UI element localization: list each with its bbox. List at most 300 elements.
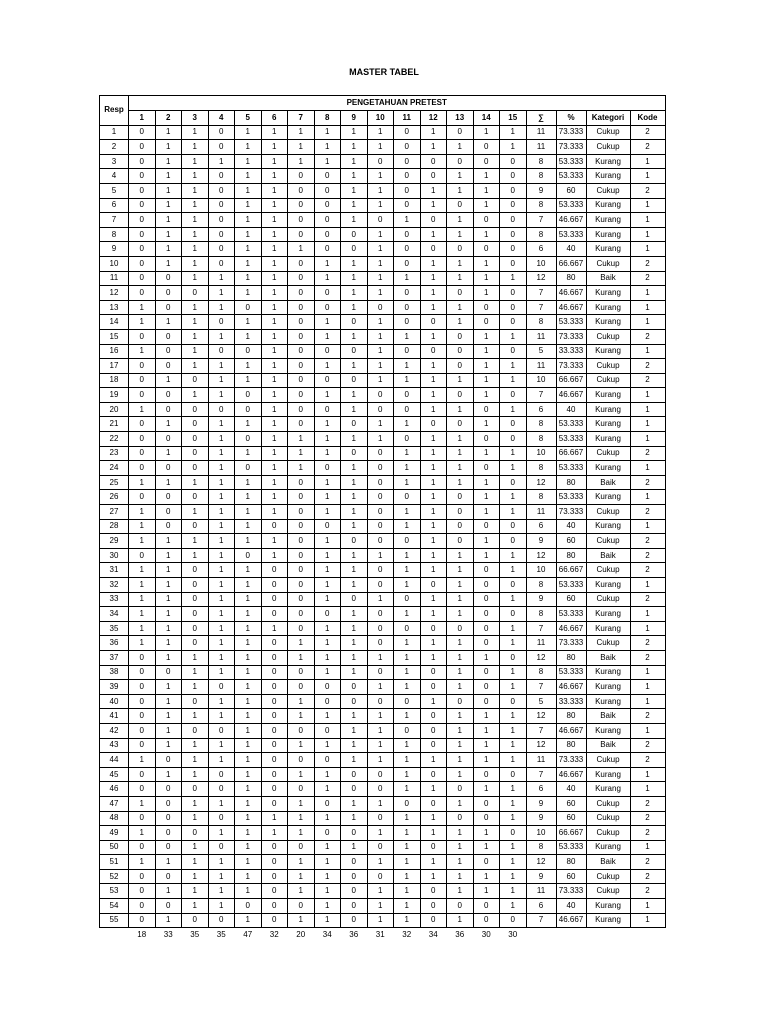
item-header: 1 <box>129 111 156 126</box>
kategori-cell: Kurang <box>586 840 630 855</box>
item-cell: 1 <box>314 899 341 914</box>
percent-cell: 66.667 <box>556 826 586 841</box>
item-cell: 1 <box>261 811 288 826</box>
item-cell: 0 <box>208 767 235 782</box>
item-cell: 0 <box>394 490 421 505</box>
item-cell: 1 <box>341 432 368 447</box>
item-cell: 1 <box>182 899 209 914</box>
item-cell: 1 <box>208 154 235 169</box>
kategori-cell: Kurang <box>586 621 630 636</box>
sum-cell: 6 <box>526 519 556 534</box>
item-cell: 1 <box>420 490 447 505</box>
header-row-columns <box>100 111 666 126</box>
sum-cell: 9 <box>526 183 556 198</box>
item-cell: 1 <box>341 519 368 534</box>
sum-cell: 12 <box>526 709 556 724</box>
percent-cell: 53.333 <box>556 417 586 432</box>
item-cell: 1 <box>314 125 341 140</box>
item-cell: 0 <box>261 738 288 753</box>
resp-cell: 18 <box>100 373 129 388</box>
kode-cell: 2 <box>630 271 665 286</box>
item-cell: 1 <box>208 286 235 301</box>
item-cell: 1 <box>208 694 235 709</box>
item-cell: 1 <box>367 315 394 330</box>
percent-cell: 60 <box>556 534 586 549</box>
percent-cell: 46.667 <box>556 767 586 782</box>
item-cell: 1 <box>288 796 315 811</box>
item-cell: 0 <box>129 359 156 374</box>
item-cell: 1 <box>235 534 262 549</box>
kode-header: Kode <box>630 111 665 126</box>
item-cell: 1 <box>261 344 288 359</box>
table-row <box>100 140 666 155</box>
table-row <box>100 753 666 768</box>
sum-cell: 11 <box>526 753 556 768</box>
item-cell: 1 <box>341 563 368 578</box>
item-cell: 0 <box>500 519 527 534</box>
item-cell: 1 <box>235 373 262 388</box>
percent-cell: 80 <box>556 271 586 286</box>
item-cell: 0 <box>314 753 341 768</box>
item-cell: 1 <box>182 213 209 228</box>
item-cell: 0 <box>129 548 156 563</box>
item-cell: 1 <box>182 767 209 782</box>
kode-cell: 1 <box>630 461 665 476</box>
kategori-cell: Cukup <box>586 811 630 826</box>
item-cell: 1 <box>208 563 235 578</box>
item-cell: 0 <box>314 826 341 841</box>
item-cell: 0 <box>208 913 235 928</box>
sum-cell: 5 <box>526 694 556 709</box>
sum-cell: 9 <box>526 796 556 811</box>
item-cell: 1 <box>367 826 394 841</box>
item-cell: 1 <box>261 154 288 169</box>
item-cell: 1 <box>394 767 421 782</box>
resp-cell: 4 <box>100 169 129 184</box>
item-cell: 1 <box>235 198 262 213</box>
kategori-cell: Kurang <box>586 227 630 242</box>
item-cell: 1 <box>473 446 500 461</box>
kategori-cell: Baik <box>586 738 630 753</box>
item-cell: 1 <box>182 140 209 155</box>
item-cell: 0 <box>155 505 182 520</box>
percent-cell: 53.333 <box>556 607 586 622</box>
item-cell: 1 <box>288 855 315 870</box>
sum-cell: 11 <box>526 359 556 374</box>
sum-cell: 9 <box>526 592 556 607</box>
item-cell: 0 <box>208 227 235 242</box>
kategori-cell: Cukup <box>586 446 630 461</box>
item-cell: 1 <box>447 548 474 563</box>
item-cell: 0 <box>235 402 262 417</box>
item-cell: 1 <box>261 490 288 505</box>
item-cell: 1 <box>208 446 235 461</box>
item-cell: 1 <box>261 169 288 184</box>
item-cell: 0 <box>314 183 341 198</box>
resp-cell: 46 <box>100 782 129 797</box>
item-cell: 1 <box>447 315 474 330</box>
item-cell: 1 <box>155 315 182 330</box>
resp-cell: 25 <box>100 475 129 490</box>
item-cell: 0 <box>129 650 156 665</box>
item-cell: 0 <box>473 767 500 782</box>
resp-cell: 19 <box>100 388 129 403</box>
kategori-cell: Baik <box>586 271 630 286</box>
item-cell: 1 <box>367 592 394 607</box>
item-cell: 1 <box>182 315 209 330</box>
totals-spacer <box>100 928 129 942</box>
item-cell: 1 <box>420 475 447 490</box>
item-cell: 1 <box>473 548 500 563</box>
item-cell: 1 <box>288 242 315 257</box>
kode-cell: 1 <box>630 242 665 257</box>
item-cell: 0 <box>500 286 527 301</box>
item-cell: 0 <box>155 271 182 286</box>
item-cell: 1 <box>155 475 182 490</box>
item-cell: 0 <box>420 315 447 330</box>
item-cell: 1 <box>420 811 447 826</box>
item-cell: 1 <box>341 548 368 563</box>
item-cell: 1 <box>235 519 262 534</box>
item-cell: 1 <box>314 475 341 490</box>
resp-cell: 45 <box>100 767 129 782</box>
item-cell: 0 <box>261 592 288 607</box>
item-cell: 0 <box>473 592 500 607</box>
item-cell: 1 <box>341 840 368 855</box>
table-row <box>100 840 666 855</box>
kode-cell: 2 <box>630 183 665 198</box>
item-cell: 1 <box>155 154 182 169</box>
item-cell: 1 <box>500 884 527 899</box>
sum-cell: 12 <box>526 548 556 563</box>
item-cell: 0 <box>288 256 315 271</box>
sum-cell: 8 <box>526 490 556 505</box>
item-cell: 0 <box>261 709 288 724</box>
item-cell: 1 <box>182 650 209 665</box>
kategori-cell: Cukup <box>586 636 630 651</box>
resp-cell: 48 <box>100 811 129 826</box>
item-cell: 0 <box>447 621 474 636</box>
item-cell: 0 <box>129 213 156 228</box>
percent-cell: 46.667 <box>556 213 586 228</box>
item-cell: 1 <box>341 286 368 301</box>
kategori-cell: Kurang <box>586 344 630 359</box>
item-cell: 1 <box>394 475 421 490</box>
resp-cell: 33 <box>100 592 129 607</box>
item-cell: 0 <box>447 329 474 344</box>
resp-cell: 34 <box>100 607 129 622</box>
item-cell: 0 <box>341 344 368 359</box>
percent-cell: 40 <box>556 782 586 797</box>
percent-cell: 46.667 <box>556 723 586 738</box>
item-cell: 0 <box>261 680 288 695</box>
item-cell: 0 <box>235 300 262 315</box>
item-cell: 1 <box>341 329 368 344</box>
item-cell: 1 <box>288 446 315 461</box>
item-cell: 1 <box>288 461 315 476</box>
item-cell: 1 <box>341 125 368 140</box>
table-row <box>100 300 666 315</box>
item-cell: 1 <box>235 884 262 899</box>
item-cell: 0 <box>261 607 288 622</box>
kode-cell: 1 <box>630 899 665 914</box>
item-cell: 0 <box>288 490 315 505</box>
item-cell: 0 <box>288 213 315 228</box>
item-cell: 0 <box>367 519 394 534</box>
resp-cell: 26 <box>100 490 129 505</box>
item-cell: 0 <box>182 432 209 447</box>
item-cell: 0 <box>394 592 421 607</box>
item-cell: 1 <box>208 388 235 403</box>
item-cell: 1 <box>208 505 235 520</box>
sum-cell: 6 <box>526 402 556 417</box>
percent-cell: 53.333 <box>556 578 586 593</box>
item-cell: 1 <box>420 607 447 622</box>
item-cell: 1 <box>208 534 235 549</box>
item-cell: 1 <box>447 446 474 461</box>
sum-cell: 12 <box>526 650 556 665</box>
item-cell: 1 <box>341 636 368 651</box>
item-cell: 0 <box>129 899 156 914</box>
item-cell: 0 <box>500 475 527 490</box>
item-cell: 1 <box>235 154 262 169</box>
item-cell: 1 <box>447 636 474 651</box>
item-cell: 1 <box>394 899 421 914</box>
total-cell: 32 <box>269 930 279 940</box>
item-cell: 1 <box>182 125 209 140</box>
item-cell: 0 <box>341 884 368 899</box>
item-cell: 0 <box>473 242 500 257</box>
percent-cell: 53.333 <box>556 432 586 447</box>
item-cell: 1 <box>235 636 262 651</box>
kode-cell: 2 <box>630 636 665 651</box>
item-cell: 1 <box>447 227 474 242</box>
item-cell: 1 <box>314 782 341 797</box>
item-cell: 1 <box>129 519 156 534</box>
item-cell: 1 <box>314 621 341 636</box>
item-cell: 0 <box>341 315 368 330</box>
table-row <box>100 796 666 811</box>
item-cell: 1 <box>288 869 315 884</box>
item-cell: 1 <box>208 636 235 651</box>
percent-cell: 53.333 <box>556 461 586 476</box>
item-cell: 0 <box>155 388 182 403</box>
item-cell: 1 <box>341 359 368 374</box>
item-cell: 0 <box>288 329 315 344</box>
item-cell: 0 <box>394 432 421 447</box>
item-cell: 0 <box>129 271 156 286</box>
item-cell: 0 <box>314 300 341 315</box>
item-cell: 1 <box>420 329 447 344</box>
item-cell: 0 <box>394 125 421 140</box>
item-cell: 1 <box>447 709 474 724</box>
table-row <box>100 388 666 403</box>
item-cell: 0 <box>288 519 315 534</box>
item-cell: 0 <box>129 723 156 738</box>
item-cell: 0 <box>288 753 315 768</box>
item-cell: 1 <box>288 154 315 169</box>
kode-cell: 2 <box>630 592 665 607</box>
sum-cell: 11 <box>526 884 556 899</box>
kode-cell: 1 <box>630 388 665 403</box>
item-cell: 1 <box>367 417 394 432</box>
item-cell: 0 <box>367 782 394 797</box>
table-row <box>100 826 666 841</box>
item-cell: 1 <box>129 796 156 811</box>
item-cell: 1 <box>235 169 262 184</box>
table-row <box>100 665 666 680</box>
item-cell: 1 <box>394 563 421 578</box>
item-cell: 0 <box>394 169 421 184</box>
item-cell: 1 <box>288 811 315 826</box>
item-cell: 1 <box>235 446 262 461</box>
resp-cell: 29 <box>100 534 129 549</box>
item-header: 6 <box>261 111 288 126</box>
kategori-cell: Kurang <box>586 402 630 417</box>
table-row <box>100 723 666 738</box>
kategori-cell: Kurang <box>586 899 630 914</box>
item-cell: 0 <box>367 300 394 315</box>
sum-cell: 7 <box>526 913 556 928</box>
resp-cell: 14 <box>100 315 129 330</box>
item-cell: 1 <box>500 548 527 563</box>
item-cell: 1 <box>341 665 368 680</box>
item-cell: 0 <box>447 490 474 505</box>
sum-cell: 8 <box>526 198 556 213</box>
table-row <box>100 417 666 432</box>
item-cell: 0 <box>394 534 421 549</box>
sum-cell: 8 <box>526 315 556 330</box>
item-cell: 1 <box>288 738 315 753</box>
item-cell: 1 <box>155 884 182 899</box>
kode-cell: 2 <box>630 563 665 578</box>
item-cell: 0 <box>208 242 235 257</box>
item-cell: 1 <box>367 884 394 899</box>
item-cell: 1 <box>394 709 421 724</box>
item-cell: 1 <box>394 636 421 651</box>
item-cell: 0 <box>182 461 209 476</box>
item-cell: 0 <box>420 665 447 680</box>
resp-cell: 50 <box>100 840 129 855</box>
item-cell: 1 <box>261 621 288 636</box>
item-cell: 1 <box>473 198 500 213</box>
item-cell: 0 <box>129 125 156 140</box>
item-cell: 1 <box>208 855 235 870</box>
resp-cell: 37 <box>100 650 129 665</box>
table-row <box>100 125 666 140</box>
item-cell: 1 <box>367 899 394 914</box>
percent-header: % <box>556 111 586 126</box>
item-cell: 0 <box>182 694 209 709</box>
item-cell: 1 <box>208 417 235 432</box>
resp-cell: 49 <box>100 826 129 841</box>
item-cell: 1 <box>208 899 235 914</box>
item-cell: 0 <box>500 154 527 169</box>
item-cell: 0 <box>367 446 394 461</box>
item-header: 11 <box>394 111 421 126</box>
item-cell: 0 <box>341 446 368 461</box>
item-cell: 1 <box>447 680 474 695</box>
item-cell: 0 <box>314 242 341 257</box>
item-cell: 1 <box>155 709 182 724</box>
item-cell: 0 <box>473 680 500 695</box>
item-cell: 1 <box>288 432 315 447</box>
header-row-group <box>100 96 666 111</box>
item-cell: 1 <box>208 621 235 636</box>
percent-cell: 73.333 <box>556 359 586 374</box>
item-cell: 1 <box>420 869 447 884</box>
percent-cell: 73.333 <box>556 636 586 651</box>
item-cell: 0 <box>235 899 262 914</box>
item-cell: 0 <box>341 826 368 841</box>
item-cell: 0 <box>288 344 315 359</box>
item-cell: 0 <box>394 621 421 636</box>
item-cell: 0 <box>155 432 182 447</box>
item-cell: 1 <box>341 650 368 665</box>
table-row <box>100 154 666 169</box>
item-cell: 0 <box>341 869 368 884</box>
item-cell: 1 <box>500 621 527 636</box>
item-cell: 0 <box>314 694 341 709</box>
item-cell: 0 <box>182 723 209 738</box>
item-cell: 0 <box>314 198 341 213</box>
kode-cell: 2 <box>630 738 665 753</box>
kode-cell: 1 <box>630 723 665 738</box>
kode-cell: 1 <box>630 621 665 636</box>
table-row <box>100 884 666 899</box>
percent-cell: 53.333 <box>556 227 586 242</box>
item-cell: 0 <box>447 286 474 301</box>
item-cell: 1 <box>394 519 421 534</box>
item-cell: 0 <box>182 519 209 534</box>
item-cell: 0 <box>367 213 394 228</box>
item-cell: 0 <box>235 548 262 563</box>
kategori-cell: Kurang <box>586 519 630 534</box>
total-cell: 35 <box>216 930 226 940</box>
percent-cell: 53.333 <box>556 840 586 855</box>
item-cell: 0 <box>129 417 156 432</box>
item-cell: 0 <box>314 344 341 359</box>
percent-cell: 46.667 <box>556 286 586 301</box>
item-cell: 1 <box>394 855 421 870</box>
item-cell: 1 <box>394 446 421 461</box>
item-cell: 1 <box>394 461 421 476</box>
item-cell: 0 <box>314 680 341 695</box>
item-cell: 1 <box>129 855 156 870</box>
item-cell: 1 <box>129 534 156 549</box>
item-cell: 0 <box>288 359 315 374</box>
group-header: PENGETAHUAN PRETEST <box>129 96 666 111</box>
kategori-cell: Cukup <box>586 796 630 811</box>
kategori-cell: Kurang <box>586 388 630 403</box>
item-cell: 0 <box>261 753 288 768</box>
item-cell: 1 <box>394 373 421 388</box>
kode-cell: 2 <box>630 140 665 155</box>
item-cell: 1 <box>288 767 315 782</box>
item-cell: 1 <box>500 373 527 388</box>
item-cell: 0 <box>182 417 209 432</box>
item-cell: 0 <box>367 811 394 826</box>
item-cell: 0 <box>314 213 341 228</box>
item-cell: 1 <box>208 490 235 505</box>
item-cell: 1 <box>261 198 288 213</box>
item-header: 9 <box>341 111 368 126</box>
item-cell: 0 <box>447 242 474 257</box>
sum-cell: 8 <box>526 607 556 622</box>
sum-cell: 8 <box>526 154 556 169</box>
kode-cell: 1 <box>630 198 665 213</box>
kode-cell: 1 <box>630 286 665 301</box>
